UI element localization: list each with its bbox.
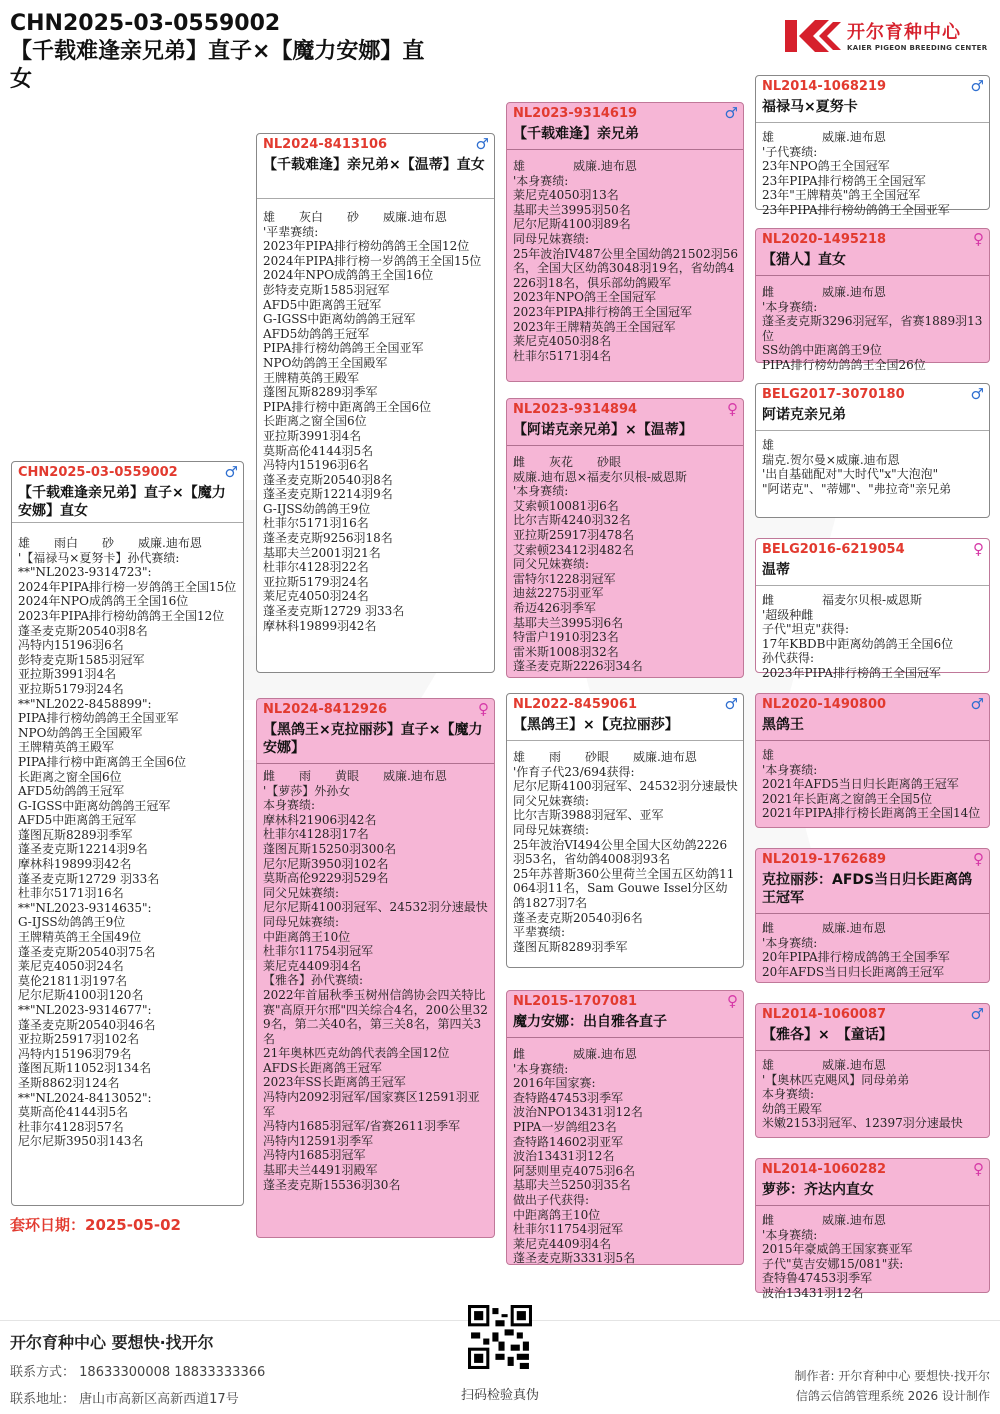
qr-code-icon[interactable]	[468, 1305, 532, 1369]
brand-logo	[785, 14, 990, 60]
footer-credits	[795, 1366, 991, 1406]
male-sex-icon: ♂	[970, 385, 984, 403]
card-divider	[756, 430, 989, 431]
brand-name-en: KAIER PIGEON BREEDING CENTER	[847, 44, 988, 52]
male-sex-icon: ♂	[224, 463, 238, 481]
ring-number: NL2019-1762689	[762, 852, 887, 867]
ring-number: NL2014-1060087	[762, 1007, 887, 1022]
pigeon-card-dam-dam	[506, 990, 744, 1265]
pigeon-details: 雄 雨白 砂 威廉.迪布恩 '【福禄马×夏努卡】孙代赛绩: **"NL2023-9314723": 2024年PIPA排行榜一岁鸽鸽王全国15位 2024年NPO成鸽鸽王全国16位 2023年PIPA排行榜幼鸽鸽王全国12位 蓬圣麦克斯20540羽8名 冯特内15196羽6名 彭特麦克斯1585羽冠军 亚拉斯3991羽4名 亚拉斯5179羽24名 **"NL2022-8458899": PIPA排行榜幼鸽鸽王全国亚军 NPO幼鸽鸽王全国殿军 王牌精英鸽王殿军 PIPA排行榜中距离鸽王全国6位 长距离之窗全国6位 AFD5幼鸽鸽王冠军 G-IGSS中距离幼鸽鸽王冠军 AFD5中距离鸽王冠军 蓬图瓦斯8289羽季军 蓬圣麦克斯12214羽9名 摩林科19899羽42名 蓬圣麦克斯12729 羽33名 杜菲尔5171羽16名 **"NL2023-9314635": G-IJSS幼鸽鸽王9位 王牌精英鸽王全国49位 蓬圣麦克斯20540羽75名 莱尼克4050羽24名 莫伦21811羽197名 尼尔尼斯4100羽120名 **"NL2023-9314677": 蓬圣麦克斯20540羽46名 亚拉斯25917羽102名 冯特内15196羽79名 蓬图瓦斯11052羽134名 圣斯8862羽124名 **"NL2024-8413052": 莫斯高伦4144羽5名 杜菲尔4128羽57名 尼尔尼斯3950羽143名	[18, 536, 237, 1149]
pigeon-name: 黑鸽王	[762, 717, 804, 733]
footer-contact	[10, 1330, 430, 1407]
pigeon-card-sds	[755, 383, 990, 518]
card-divider	[507, 1037, 743, 1038]
system-credit: 信鸽云信鸽管理系统 2026 设计制作	[795, 1389, 990, 1403]
ring-number: NL2023-9314619	[513, 106, 638, 121]
ring-number: BELG2016-6219054	[762, 542, 905, 557]
pigeon-details: 雄 威廉.迪布恩 '本身赛绩: 莱尼克4050羽13名 基耶夫兰3995羽50名 尼尔尼斯4100羽89名 同母兄妹赛绩: 25年波治IV487公里全国幼鸽21502羽56名，全国大区幼鸽3048羽19名，省幼鸽4226羽18名，俱乐部幼鸽殿军 2023年NPO鸽王全国冠军 2023年PIPA排行榜鸽王全国冠军 2023年王牌精英鸽王全国冠军 莱尼克4050羽8名 杜菲尔5171羽4名	[513, 159, 739, 363]
card-divider	[756, 1050, 989, 1051]
pigeon-name: 【千载难逢】亲兄弟×【温蒂】直女	[263, 157, 485, 173]
pigeon-details: 雄 '本身赛绩: 2021年AFD5当日归长距离鸽王冠军 2021年长距离之窗鸽王全国5位 2021年PIPA排行榜长距离鸽王全国14位	[762, 748, 981, 821]
female-sex-icon: ♀	[973, 540, 984, 558]
pigeon-details: 雌 灰花 砂眼 威廉.迪布恩×福麦尔贝根-威恩斯 '本身赛绩: 艾索顿10081羽6名 比尔吉斯4240羽32名 亚拉斯25917羽478名 艾索顿23412羽482名 同父兄妹赛绩: 雷特尔1228羽冠军 迪兹2275羽亚军 希迈426羽季军 基耶夫兰3995羽6名 特雷户1910羽23名 雷米斯1008羽32名 蓬圣麦克斯2226羽34名	[513, 455, 687, 674]
pigeon-card-sire	[256, 133, 495, 673]
pigeon-name: 【黑鸽王×克拉丽莎】直子×【魔力安娜】	[263, 722, 483, 756]
pedigree-title	[10, 10, 510, 94]
pigeon-details: 雌 雨 黄眼 威廉.迪布恩 '【萝莎】外孙女 本身赛绩: 摩林科21906羽42名 杜菲尔4128羽17名 蓬图瓦斯15250羽300名 尼尔尼斯3950羽102名 莫斯高伦9229羽529名 同父兄妹赛绩: 尼尔尼斯4100羽冠军、24532羽分速最快 同母兄妹赛绩: 中距离鸽王10位 杜菲尔11754羽冠军 莱尼克4409羽4名 【雅各】孙代赛绩: 2022年首届秋季玉树州信鸽协会四关特比赛"高原开尔邢"四关综合4名，200公里329名，第二关40名，第三关8名，第四关3名 21年奥林匹克幼鸽代表鸽全国12位 AFDS长距离鸽王冠军 2023年SS长距离鸽王冠军 冯特内2092羽冠军/国家赛区12591羽亚军 冯特内1685羽冠军/省赛2611羽季军 冯特内12591羽季军 冯特内1685羽冠军 基耶夫兰4491羽殿军 蓬圣麦克斯15536羽30名	[263, 769, 488, 1192]
brand-name-cn: 开尔育种中心	[847, 22, 961, 43]
card-divider	[12, 522, 243, 523]
pigeon-name: 【千载难逢】亲兄弟	[513, 126, 639, 142]
pigeon-name: 【阿诺克亲兄弟】×【温蒂】	[513, 422, 693, 438]
male-sex-icon: ♂	[970, 695, 984, 713]
maker-credit: 制作者: 开尔育种中心 要想快·找开尔	[794, 1369, 990, 1383]
pigeon-name: 【千载难逢亲兄弟】直子×【魔力安娜】直女	[18, 485, 226, 519]
card-divider	[507, 740, 743, 741]
pigeon-card-sire-sire	[506, 102, 744, 382]
pigeon-name: 【猎人】直女	[762, 252, 846, 268]
card-divider	[257, 763, 494, 764]
pigeon-name: 福禄马×夏努卡	[762, 99, 858, 115]
brand-logo-icon	[785, 16, 841, 56]
male-sex-icon: ♂	[970, 1005, 984, 1023]
pigeon-name: 温蒂	[762, 562, 790, 578]
pigeon-card-sdd	[755, 538, 990, 680]
contact-phone	[10, 1361, 430, 1380]
pigeon-card-dds	[755, 1003, 990, 1138]
female-sex-icon: ♀	[727, 992, 738, 1010]
contact-address	[10, 1388, 430, 1407]
ring-number: NL2023-9314894	[513, 402, 638, 417]
ring-number: NL2014-1068219	[762, 79, 887, 94]
pigeon-details: 雌 威廉.迪布恩 '本身赛绩: 20年PIPA排行榜成鸽鸽王全国季军 20年AFDS当日归长距离鸽王冠军	[762, 921, 950, 979]
subject-ring-code: CHN2025-03-0559002	[10, 11, 281, 36]
pigeon-name: 魔力安娜：出自雅各直子	[513, 1014, 667, 1030]
pigeon-name: 阿诺克亲兄弟	[762, 407, 846, 423]
female-sex-icon: ♀	[727, 400, 738, 418]
pigeon-details: 雌 威廉.迪布恩 '本身赛绩: 蓬圣麦克斯3296羽冠军，省赛1889羽13位 SS幼鸽中距离鸽王9位 PIPA排行榜幼鸽鸽王全国26位	[762, 285, 983, 372]
male-sex-icon: ♂	[970, 77, 984, 95]
card-divider	[756, 275, 989, 276]
female-sex-icon: ♀	[973, 230, 984, 248]
ring-number: NL2014-1060282	[762, 1162, 887, 1177]
pigeon-details: 雄 灰白 砂 威廉.迪布恩 '平辈赛绩: 2023年PIPA排行榜幼鸽鸽王全国12位 2024年PIPA排行榜一岁鸽鸽王全国15位 2024年NPO成鸽鸽王全国16位 彭特麦克斯1585羽冠军 AFD5中距离鸽王冠军 G-IGSS中距离幼鸽鸽王冠军 AFD5幼鸽鸽王冠军 PIPA排行榜幼鸽鸽王全国亚军 NPO幼鸽鸽王全国殿军 王牌精英鸽王殿军 蓬图瓦斯8289羽季军 PIPA排行榜中距离鸽王全国6位 长距离之窗全国6位 亚拉斯3991羽4名 莫斯高伦4144羽5名 冯特内15196羽6名 蓬圣麦克斯20540羽8名 蓬圣麦克斯12214羽9名 G-IJSS幼鸽鸽王9位 杜菲尔5171羽16名 蓬圣麦克斯9256羽18名 基耶夫兰2001羽21名 杜菲尔4128羽22名 亚拉斯5179羽24名 莱尼克4050羽24名 蓬圣麦克斯12729 羽33名 摩林科19899羽42名	[263, 210, 482, 633]
pigeon-card-dam-sire	[506, 693, 744, 968]
pigeon-card-sss	[755, 75, 990, 217]
address-value: 唐山市高新区高新西道17号	[79, 1392, 239, 1407]
female-sex-icon: ♀	[478, 700, 489, 718]
card-divider	[756, 913, 989, 914]
card-divider	[257, 198, 494, 199]
ring-number: NL2020-1490800	[762, 697, 887, 712]
male-sex-icon: ♂	[724, 695, 738, 713]
pigeon-card-sire-dam	[506, 398, 744, 678]
pigeon-card-subject	[11, 461, 244, 1206]
pigeon-name: 萝莎：齐达内直女	[762, 1182, 874, 1198]
pigeon-details: 雄 瑞克.贺尔曼×威廉.迪布恩 '出自基础配对"大时代"x"大泡泡" "阿诺克"、"蒂娜"、"弗拉奇"亲兄弟	[762, 438, 952, 496]
pigeon-details: 雄 威廉.迪布恩 '子代赛绩: 23年NPO鸽王全国冠军 23年PIPA排行榜鸽王全国冠军 23年"王牌精英"鸽王全国冠军 23年PIPA排行榜幼鸽鸽王全国亚军	[762, 130, 950, 217]
female-sex-icon: ♀	[973, 1160, 984, 1178]
pigeon-details: 雌 威廉.迪布恩 '本身赛绩: 2015年豪威鸽王国家赛亚军 子代"莫吉安娜15/081"获: 查特鲁47453羽季军 波治13431羽12名	[762, 1213, 913, 1300]
pigeon-card-dam	[256, 698, 495, 1238]
pigeon-card-dss	[755, 693, 990, 828]
pigeon-card-ssd	[755, 228, 990, 372]
subject-title-line2: 女	[10, 67, 33, 92]
pigeon-card-ddd	[755, 1158, 990, 1300]
male-sex-icon: ♂	[724, 104, 738, 122]
ring-number: BELG2017-3070180	[762, 387, 905, 402]
pigeon-details: 雄 威廉.迪布恩 '【奥林匹克飓风】同母弟弟 本身赛绩: 幼鸽王殿军 米嫩2153羽冠军、12397羽分速最快	[762, 1058, 963, 1131]
subject-title-line1: 【千载难逢亲兄弟】直子×【魔力安娜】直	[10, 39, 425, 64]
pigeon-details: 雌 威廉.迪布恩 '本身赛绩: 2016年国家赛: 查特路47453羽季军 波治NPO13431羽12名 PIPA一岁鸽组23名 查特路14602羽亚军 波治13431羽12名 阿瑟则里克4075羽6名 基耶夫兰5250羽35名 做出子代获得: 中距离鸽王10位 杜菲尔11754羽冠军 莱尼克4409羽4名 蓬圣麦克斯3331羽5名	[513, 1047, 643, 1266]
male-sex-icon: ♂	[475, 135, 489, 153]
card-divider	[507, 445, 743, 446]
ring-number: NL2022-8459061	[513, 697, 638, 712]
pigeon-details: 雄 雨 砂眼 威廉.迪布恩 '作育子代23/694获得: 尼尔尼斯4100羽冠军、24532羽分速最快 同父兄妹赛绩: 比尔吉斯3988羽冠军、亚军 同母兄妹赛绩: 25年波治VI494公里全国大区幼鸽2226羽53名，省幼鸽4008羽93名 25年苏普斯360公里荷兰全国五区幼鸽11064羽11名，Sam Gouwe Issel分区幼鸽1827羽7名 蓬圣麦克斯20540羽6名 平辈赛绩: 蓬图瓦斯8289羽季军	[513, 750, 738, 954]
address-label: 联系地址：	[10, 1392, 76, 1407]
contact-value: 18633300008 18833333366	[79, 1365, 266, 1380]
card-divider	[756, 122, 989, 123]
pigeon-name: 【雅各】× 【童话】	[762, 1027, 893, 1043]
footer-slogan: 开尔育种中心 要想快·找开尔	[10, 1333, 214, 1352]
ring-number: NL2024-8413106	[263, 137, 388, 152]
card-divider	[756, 740, 989, 741]
card-divider	[507, 149, 743, 150]
pigeon-name: 克拉丽莎：AFDS当日归长距离鸽王冠军	[762, 872, 973, 906]
pigeon-details: 雌 福麦尔贝根-威恩斯 '超级种雌 子代"坦克"获得: 17年KBDB中距离幼鸽鸽王全国6位 孙代获得: 2023年PIPA排行榜鸽王全国冠军	[762, 593, 954, 680]
ring-number: NL2015-1707081	[513, 994, 638, 1009]
card-divider	[756, 1205, 989, 1206]
pigeon-name: 【黑鸽王】×【克拉丽莎】	[513, 717, 679, 733]
contact-label: 联系方式：	[10, 1365, 76, 1380]
pigeon-card-dsd	[755, 848, 990, 983]
ring-date: 套环日期：2025-05-02	[10, 1216, 181, 1234]
card-divider	[756, 585, 989, 586]
ring-number: NL2024-8412926	[263, 702, 388, 717]
ring-number: CHN2025-03-0559002	[18, 465, 178, 480]
ring-number: NL2020-1495218	[762, 232, 887, 247]
qr-code-label: 扫码检验真伪	[460, 1388, 539, 1403]
female-sex-icon: ♀	[973, 850, 984, 868]
